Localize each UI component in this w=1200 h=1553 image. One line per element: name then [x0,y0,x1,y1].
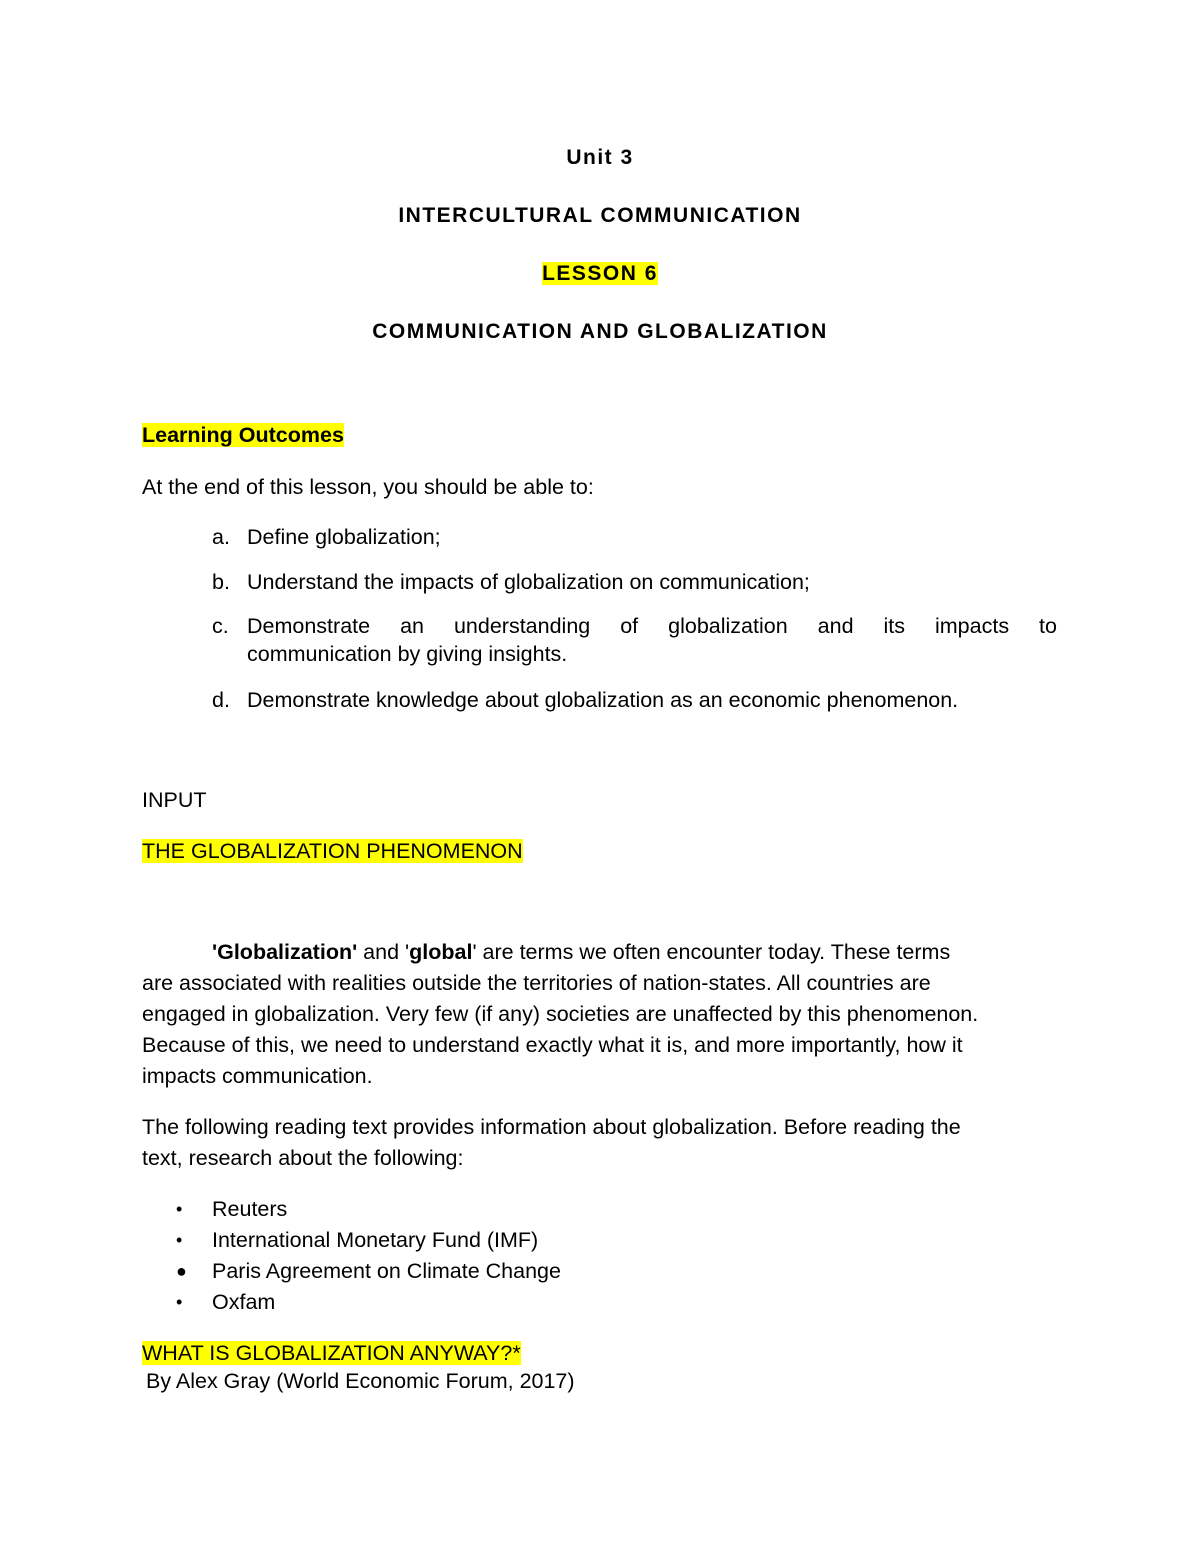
paragraph-line: are associated with realities outside the territories of nation-states. All countries are [142,971,931,995]
paragraph-line: text, research about the following: [142,1146,464,1170]
paragraph-line: Because of this, we need to understand exactly what it is, and more importantly, how it [142,1033,963,1057]
list-item-text: Reuters [212,1197,288,1221]
outcome-text: Demonstrate knowledge about globalization as an economic phenomenon. [247,688,959,712]
list-item [0,1256,1200,1287]
outcome-item [0,522,1200,562]
unit-title: INTERCULTURAL COMMUNICATION [398,204,802,227]
outcome-text: Define globalization; [247,525,441,549]
paragraph-line: 'Globalization' and 'global' are terms we often encounter today. These terms [212,940,951,964]
outcome-marker: b. [212,570,230,594]
lesson-heading [0,262,1200,286]
paragraph-line: impacts communication. [142,1064,373,1088]
lesson-label: LESSON 6 [542,262,658,285]
list-item [0,1194,1200,1225]
list-item [0,1287,1200,1318]
outcomes-intro: At the end of this lesson, you should be able to: [142,475,594,499]
outcome-marker: a. [212,525,230,549]
input-label: INPUT [142,788,207,812]
list-item [0,1225,1200,1256]
bullet-icon: • [176,1292,183,1312]
outcome-item [0,567,1200,607]
paragraph-line: The following reading text provides information about globalization. Before reading the [142,1115,961,1139]
bullet-icon: ● [176,1261,187,1281]
term-globalization: 'Globalization' [212,940,358,964]
outcome-marker: d. [212,688,230,712]
list-item-text: Paris Agreement on Climate Change [212,1259,561,1283]
section-title: THE GLOBALIZATION PHENOMENON [142,839,523,863]
outcome-text-continued: communication by giving insights. [247,642,568,666]
bullet-icon: • [176,1230,183,1250]
list-item-text: Oxfam [212,1290,276,1314]
lesson-title: COMMUNICATION AND GLOBALIZATION [372,320,828,343]
outcome-item [0,611,1200,681]
reading-title: WHAT IS GLOBALIZATION ANYWAY?* [142,1341,521,1365]
outcome-text: Demonstrate an understanding of globalization and its impacts to [247,614,1057,638]
learning-outcomes-heading: Learning Outcomes [142,423,344,447]
list-item-text: International Monetary Fund (IMF) [212,1228,539,1252]
reading-byline: By Alex Gray (World Economic Forum, 2017) [146,1369,575,1393]
outcome-marker: c. [212,614,229,638]
outcome-text: Understand the impacts of globalization on communication; [247,570,810,594]
paragraph-line: engaged in globalization. Very few (if any) societies are unaffected by this phenomenon. [142,1002,979,1026]
bullet-icon: • [176,1199,183,1219]
unit-heading: Unit 3 [566,146,634,169]
term-global: global [409,940,473,964]
outcome-item [0,685,1200,725]
